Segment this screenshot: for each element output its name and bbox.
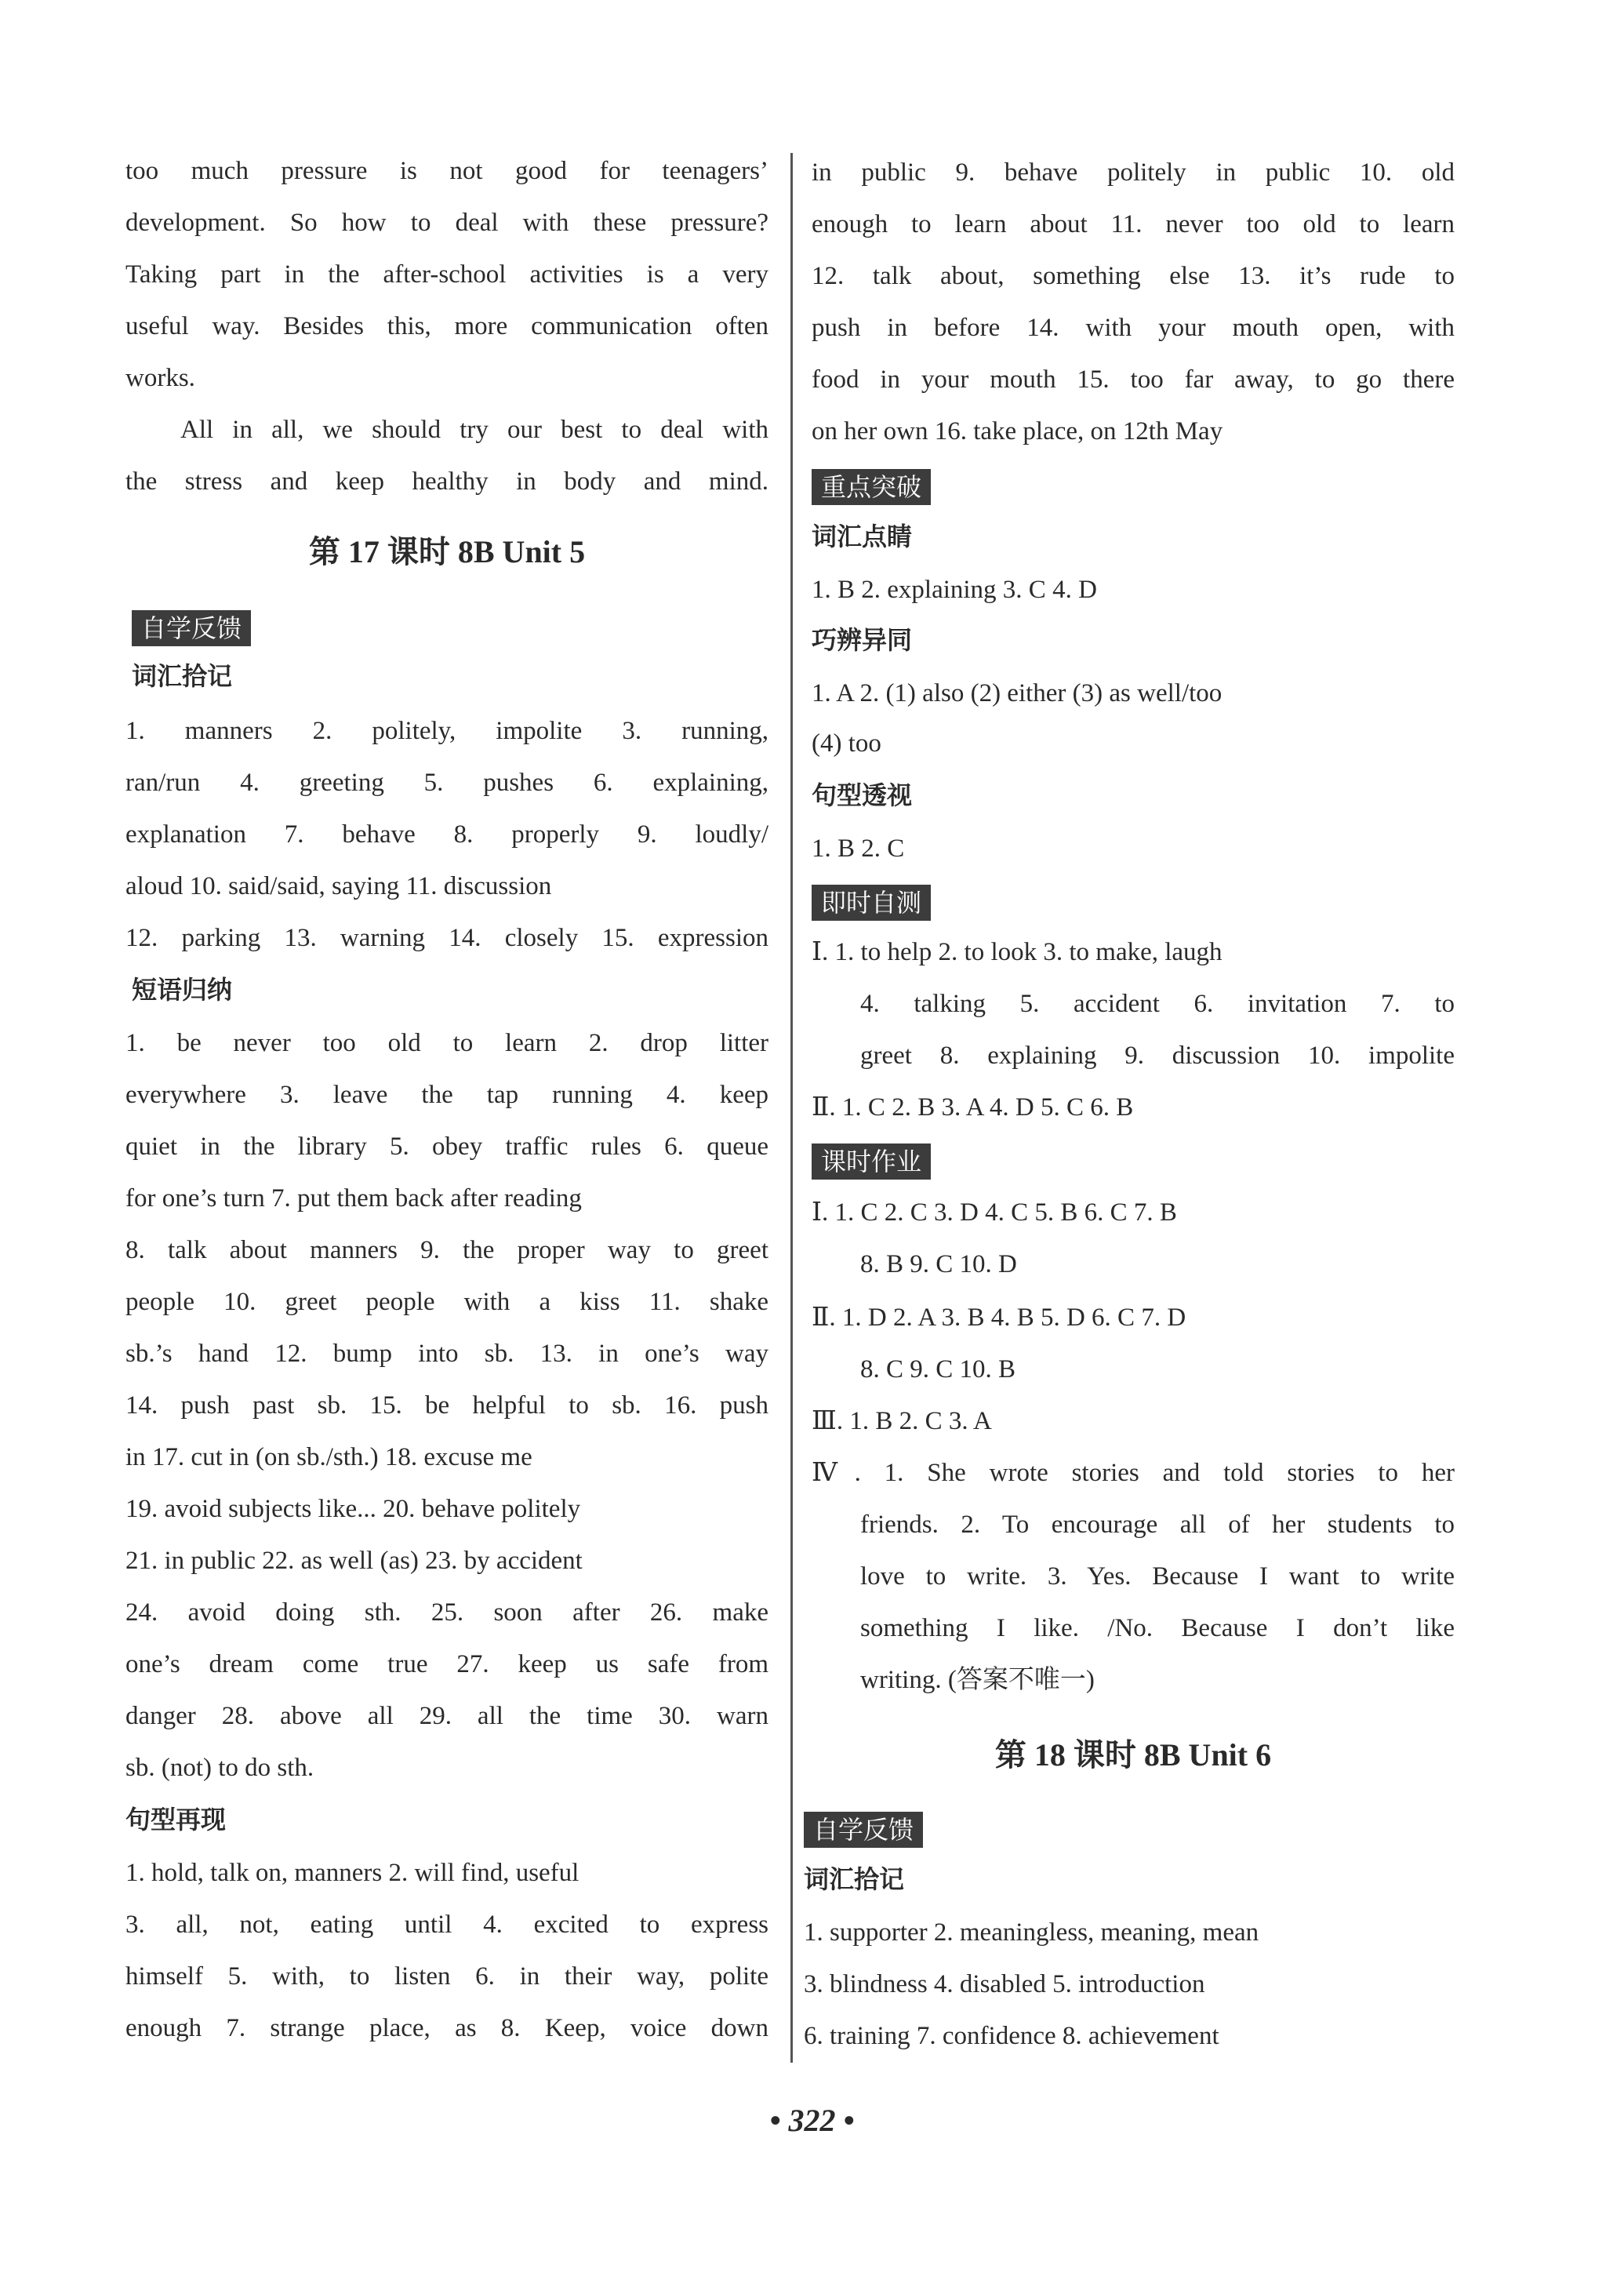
essay-line: too much pressure is not good for teenagers’ xyxy=(125,157,768,185)
answer-line: sb.’s hand 12. bump into sb. 13. in one’s way xyxy=(125,1340,768,1368)
answer-line: Ⅰ. 1. to help 2. to look 3. to make, laugh xyxy=(812,938,1223,966)
answer-line: himself 5. with, to listen 6. in their way, polite xyxy=(125,1962,768,1991)
answer-line: everywhere 3. leave the tap running 4. keep xyxy=(125,1081,768,1109)
subheading-toushi: 句型透视 xyxy=(812,780,913,810)
answer-line: love to write. 3. Yes. Because I want to write xyxy=(860,1562,1455,1591)
answer-line: food in your mouth 15. too far away, to go there xyxy=(812,365,1455,394)
page-number: • 322 • xyxy=(769,2103,855,2138)
answer-line: Ⅱ. 1. C 2. B 3. A 4. D 5. C 6. B xyxy=(812,1093,1134,1122)
answer-line: 1. B 2. explaining 3. C 4. D xyxy=(812,576,1097,604)
answer-line: 24. avoid doing sth. 25. soon after 26. make xyxy=(125,1598,768,1627)
subheading-cihui: 词汇拾记 xyxy=(804,1864,905,1894)
answer-line: sb. (not) to do sth. xyxy=(125,1754,314,1782)
essay-line: useful way. Besides this, more communication often xyxy=(125,312,768,340)
answer-line: 1. be never too old to learn 2. drop litter xyxy=(125,1029,768,1057)
answer-line: ran/run 4. greeting 5. pushes 6. explaining, xyxy=(125,769,768,797)
badge-jishi-zice: 即时自测 xyxy=(812,885,931,921)
answer-line: people 10. greet people with a kiss 11. shake xyxy=(125,1288,768,1316)
lesson-17-title: 第 17 课时 8B Unit 5 xyxy=(308,534,586,569)
essay-line: All in all, we should try our best to deal with xyxy=(180,416,768,444)
answer-line: 8. C 9. C 10. B xyxy=(860,1355,1016,1383)
subheading-qiaobian: 巧辨异同 xyxy=(812,625,913,655)
answer-line: Ⅳ. 1. She wrote stories and told stories to her xyxy=(812,1459,1455,1487)
answer-line: for one’s turn 7. put them back after reading xyxy=(125,1184,582,1213)
answer-line: 12. talk about, something else 13. it’s rude to xyxy=(812,262,1455,290)
badge-zixue-fankui: 自学反馈 xyxy=(132,610,251,646)
subheading-dianjing: 词汇点睛 xyxy=(812,522,913,551)
answer-line: in public 9. behave politely in public 10. old xyxy=(812,158,1455,187)
answer-line: enough to learn about 11. never too old to learn xyxy=(812,210,1455,238)
answer-line: aloud 10. said/said, saying 11. discussion xyxy=(125,872,552,900)
answer-line: 19. avoid subjects like... 20. behave politely xyxy=(125,1495,581,1523)
answer-line: one’s dream come true 27. keep us safe from xyxy=(125,1650,768,1678)
answer-line: greet 8. explaining 9. discussion 10. impolite xyxy=(860,1042,1455,1070)
answer-line: 4. talking 5. accident 6. invitation 7. to xyxy=(860,990,1455,1018)
answer-line: writing. (答案不唯一) xyxy=(860,1666,1095,1694)
essay-line: development. So how to deal with these pressure? xyxy=(125,209,768,237)
answer-line: 8. talk about manners 9. the proper way to greet xyxy=(125,1236,768,1264)
answer-line: enough 7. strange place, as 8. Keep, voice down xyxy=(125,2014,768,2042)
answer-line: something I like. /No. Because I don’t like xyxy=(860,1614,1455,1642)
lesson-18-title: 第 18 课时 8B Unit 6 xyxy=(994,1737,1272,1773)
badge-zhongdian-tupo: 重点突破 xyxy=(812,469,931,505)
answer-line: push in before 14. with your mouth open, with xyxy=(812,314,1455,342)
answer-line: 14. push past sb. 15. be helpful to sb. 16. push xyxy=(125,1391,768,1420)
answer-line: on her own 16. take place, on 12th May xyxy=(812,417,1223,445)
answer-line: (4) too xyxy=(812,729,881,758)
answer-line: Ⅱ. 1. D 2. A 3. B 4. B 5. D 6. C 7. D xyxy=(812,1303,1186,1332)
answer-line: 12. parking 13. warning 14. closely 15. expression xyxy=(125,924,768,952)
answer-line: 1. hold, talk on, manners 2. will find, useful xyxy=(125,1859,579,1887)
answer-line: 3. blindness 4. disabled 5. introduction xyxy=(804,1970,1205,1998)
answer-line: in 17. cut in (on sb./sth.) 18. excuse me xyxy=(125,1443,532,1471)
essay-line: Taking part in the after-school activities is a very xyxy=(125,260,768,289)
subheading-duanyu: 短语归纳 xyxy=(132,975,233,1005)
subheading-juxing: 句型再现 xyxy=(125,1805,227,1834)
answer-line: friends. 2. To encourage all of her students to xyxy=(860,1511,1455,1539)
answer-line: danger 28. above all 29. all the time 30. warn xyxy=(125,1702,768,1730)
badge-keshi-zuoye: 课时作业 xyxy=(812,1144,931,1180)
answer-line: 21. in public 22. as well (as) 23. by accident xyxy=(125,1547,583,1575)
answer-line: 1. manners 2. politely, impolite 3. running, xyxy=(125,717,768,745)
answer-line: Ⅲ. 1. B 2. C 3. A xyxy=(812,1407,992,1435)
column-divider xyxy=(790,153,793,2063)
subheading-cihui: 词汇拾记 xyxy=(132,661,233,691)
essay-line: works. xyxy=(125,364,195,392)
answer-line: quiet in the library 5. obey traffic rules 6. queue xyxy=(125,1133,768,1161)
answer-line: 1. B 2. C xyxy=(812,834,905,863)
essay-line: the stress and keep healthy in body and mind. xyxy=(125,467,768,496)
answer-line: 3. all, not, eating until 4. excited to express xyxy=(125,1911,768,1939)
answer-line: 8. B 9. C 10. D xyxy=(860,1250,1017,1278)
answer-line: 1. A 2. (1) also (2) either (3) as well/too xyxy=(812,679,1223,707)
answer-line: 6. training 7. confidence 8. achievement xyxy=(804,2022,1219,2050)
badge-zixue-fankui: 自学反馈 xyxy=(804,1812,923,1848)
answer-line: explanation 7. behave 8. properly 9. loudly/ xyxy=(125,820,768,849)
answer-line: 1. supporter 2. meaningless, meaning, mean xyxy=(804,1918,1259,1947)
answer-line: Ⅰ. 1. C 2. C 3. D 4. C 5. B 6. C 7. B xyxy=(812,1198,1177,1227)
